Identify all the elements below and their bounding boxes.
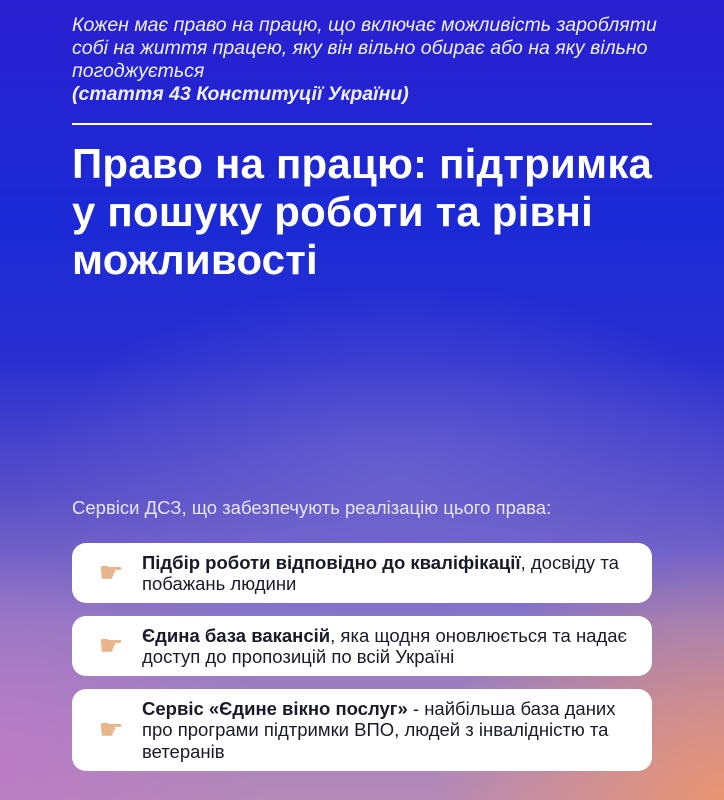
page-title: Право на працю: підтримка у пошуку роботи та рівні можливості (72, 140, 653, 283)
service-card-vacancy-base (72, 616, 652, 676)
service-card-rest: , яка щодня оновлюється та надає доступ до пропозицій по всій Україні (142, 624, 627, 667)
service-card-text (142, 698, 652, 763)
service-card-bold: Сервіс «Єдине вікно послуг» (142, 697, 408, 719)
service-card-bold: Підбір роботи відповідно до кваліфікації (142, 551, 521, 573)
divider (72, 123, 652, 125)
constitution-quote (72, 14, 662, 106)
quote-text: Кожен має право на працю, що включає можливість заробляти собі на життя працею, яку він вільно обирає або на яку вільно погоджується (72, 14, 657, 82)
services-subtitle: Сервіси ДСЗ, що забезпечують реалізацію цього права: (72, 497, 552, 518)
service-card-rest: - найбільша база даних про програми підтримки ВПО, людей з інвалідністю та ветеранів (142, 697, 616, 762)
service-card-bold: Єдина база вакансій (142, 624, 331, 646)
pointing-hand-icon: ☛ (98, 629, 124, 662)
quote-reference: (стаття 43 Конституції України) (72, 83, 409, 105)
service-card-text (142, 552, 652, 595)
service-card-rest: , досвіду та побажань людини (142, 551, 619, 594)
service-card-single-window (72, 689, 652, 771)
pointing-hand-icon: ☛ (98, 556, 124, 589)
service-card-text (142, 625, 652, 668)
pointing-hand-icon: ☛ (98, 713, 124, 746)
service-card-job-matching (72, 543, 652, 603)
